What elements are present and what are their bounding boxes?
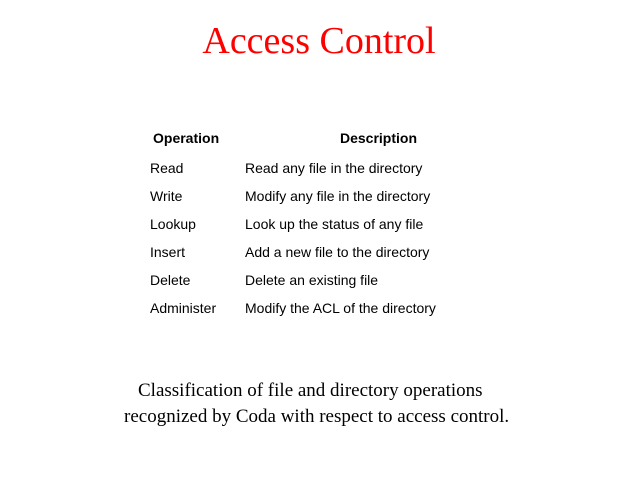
operation-cell: Write [150, 188, 183, 204]
caption-line-1: Classification of file and directory operations [138, 380, 483, 401]
operation-cell: Read [150, 160, 184, 176]
description-cell: Read any file in the directory [245, 160, 423, 176]
caption-line-2: recognized by Coda with respect to access control. [124, 406, 510, 427]
description-cell: Add a new file to the directory [245, 244, 430, 260]
description-cell: Look up the status of any file [245, 216, 424, 232]
operation-cell: Administer [150, 300, 217, 316]
operation-cell: Lookup [150, 216, 196, 232]
table-header-description: Description [340, 130, 418, 146]
description-cell: Delete an existing file [245, 272, 379, 288]
operation-cell: Delete [150, 272, 191, 288]
description-cell: Modify the ACL of the directory [245, 300, 436, 316]
table-header-operation: Operation [153, 130, 220, 146]
operation-cell: Insert [150, 244, 186, 260]
description-cell: Modify any file in the directory [245, 188, 431, 204]
slide-title: Access Control [202, 20, 436, 62]
